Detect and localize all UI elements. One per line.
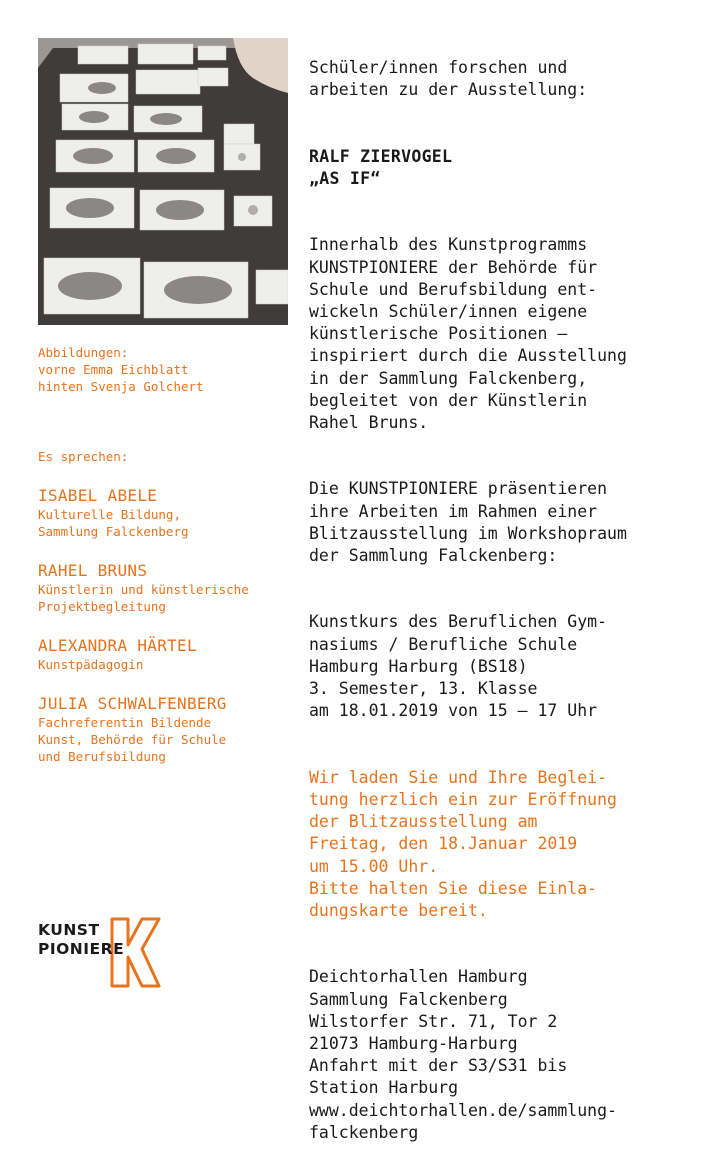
photo-illustration	[38, 38, 288, 325]
course-details: Kunstkurs des Beruflichen Gym- nasiums / Berufliche Schule Hamburg Harburg (BS18) 3. Semester, 13. Klasse am 18.01.2019 von 15 – 17 Uhr	[309, 612, 608, 721]
exhibition-title: RALF ZIERVOGEL „AS IF“	[309, 146, 453, 189]
caption-line: hinten Svenja Golchert	[38, 379, 204, 394]
speaker	[38, 636, 303, 673]
speaker-name: JULIA SCHWALFENBERG	[38, 694, 227, 713]
speaker-role: Fachreferentin Bildende Kunst, Behörde für Schule und Berufsbildung	[38, 715, 227, 764]
speaker-name: ALEXANDRA HÄRTEL	[38, 636, 197, 655]
speakers-label: Es sprechen:	[38, 449, 129, 464]
speaker-role: Künstlerin und künstlerische Projektbegleitung	[38, 582, 249, 614]
program-description: Innerhalb des Kunstprogramms KUNSTPIONIERE der Behörde für Schule und Berufsbildung ent- wickeln Schüler/innen eigene künstlerische Positionen – inspiriert durch die Ausstellung in der Sammlung Falckenberg, begleitet von der Künstlerin Rahel Bruns.	[309, 235, 627, 433]
kunstpioniere-logo	[38, 915, 163, 990]
caption-title: Abbildungen:	[38, 345, 129, 360]
speaker	[38, 694, 303, 765]
caption-line: vorne Emma Eichblatt	[38, 362, 189, 377]
exhibition-photo	[38, 38, 288, 325]
left-column	[38, 344, 303, 765]
speaker	[38, 486, 303, 540]
speaker-role: Kunstpädagogin	[38, 657, 144, 672]
presentation-text: Die KUNSTPIONIERE präsentieren ihre Arbeiten im Rahmen einer Blitzausstellung im Workshopraum der Sammlung Falckenberg:	[309, 479, 627, 566]
speaker	[38, 561, 303, 615]
speaker-name: ISABEL ABELE	[38, 486, 158, 505]
logo-text: KUNST PIONIERE	[38, 921, 125, 958]
intro-text: Schüler/innen forschen und arbeiten zu der Ausstellung:	[309, 58, 588, 100]
speaker-name: RAHEL BRUNS	[38, 561, 148, 580]
photo-caption	[38, 344, 303, 395]
invitation-text: Wir laden Sie und Ihre Beglei- tung herzlich ein zur Eröffnung der Blitzausstellung am Freitag, den 18.Januar 2019 um 15.00 Uhr. Bitte halten Sie diese Einla- dungskarte bereit.	[309, 767, 617, 920]
venue-address: Deichtorhallen Hamburg Sammlung Falckenberg Wilstorfer Str. 71, Tor 2 21073 Hamburg-Harburg Anfahrt mit der S3/S31 bis Station Harburg www.deichtorhallen.de/sammlung- falckenberg	[309, 967, 617, 1142]
speaker-role: Kulturelle Bildung, Sammlung Falckenberg	[38, 507, 189, 539]
main-text	[309, 35, 709, 1166]
